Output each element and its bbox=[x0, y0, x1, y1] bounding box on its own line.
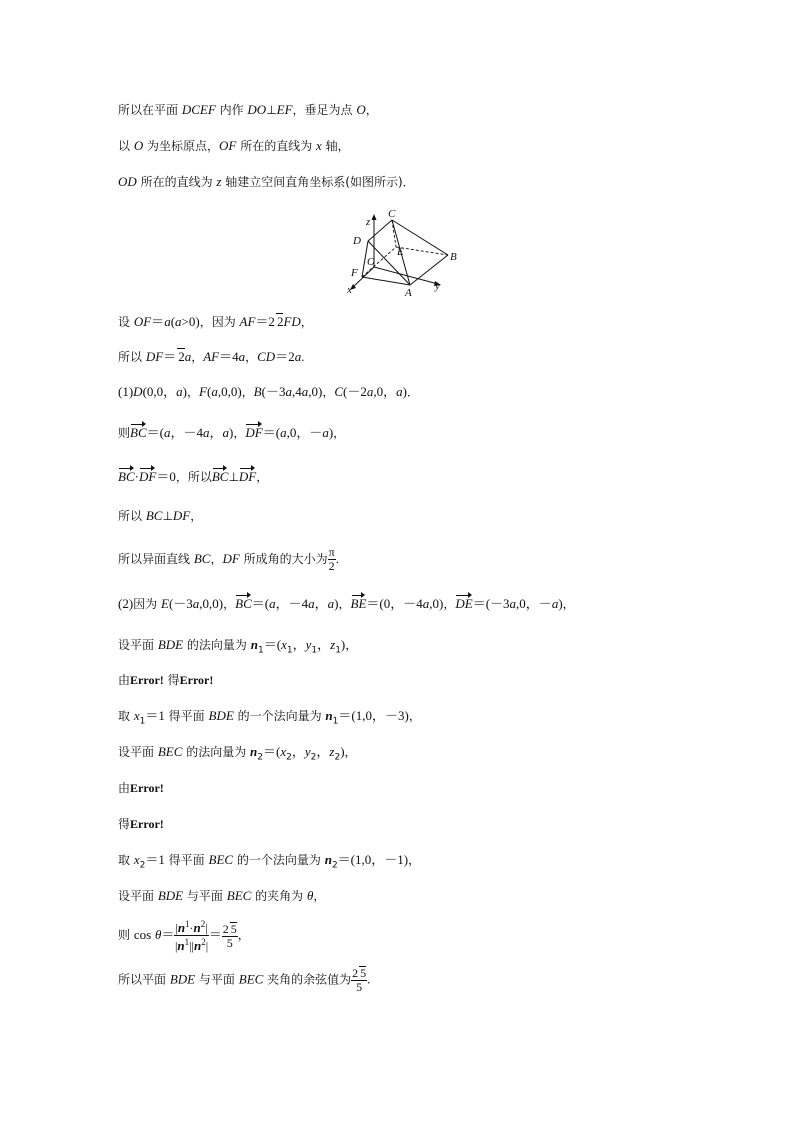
label-A: A bbox=[405, 287, 412, 299]
label-E: E bbox=[397, 246, 404, 258]
text-line-15: 设平面 BEC 的法向量为 $n_2=(x_2$，$y_2$，$z_2$)， bbox=[118, 744, 357, 763]
text-line-18: 取 $x_2=1$ 得平面 BEC 的一个法向量为 $n_2=(1,0$，－1)， bbox=[118, 852, 421, 871]
text-line-11: (2)因为 E(－3a,0,0)，BC＝(a，－4a，a)，BE＝(0，－4a,0)，DE＝(－3a,0，－a)， bbox=[118, 596, 575, 611]
text-line-8: BC·DF＝0，所以BC⊥DF， bbox=[118, 469, 269, 484]
label-z: z bbox=[366, 216, 371, 228]
text-line-10: 所以异面直线 BC，DF 所成角的大小为 $\frac{\pi}{2}$ . bbox=[118, 545, 339, 573]
text-line-5: 所以 DF＝ 2a，AF＝4a，CD＝2a. bbox=[118, 349, 305, 364]
label-y: y bbox=[435, 280, 440, 292]
text-line-6: (1)D(0,0，a)，F(a,0,0)，B(－3a,4a,0)，C(－2a,0，a)． bbox=[118, 384, 419, 399]
text-line-14: 取 $x_1=1$ 得平面 BDE 的一个法向量为 $n_1=(1,0$，－3)， bbox=[118, 708, 421, 727]
text-line-12: 设平面 BDE 的法向量为 $n_1=(x_1$，$y_1$，$z_1$)， bbox=[118, 637, 358, 656]
label-F: F bbox=[351, 267, 358, 279]
label-O: O bbox=[367, 256, 375, 268]
text-line-7: 则BC＝(a，－4a，a)，DF＝(a,0，－a)， bbox=[118, 425, 346, 440]
text-line-20: 则 cos θ＝ $\frac{|n^1\cdot n^2|}{|n^1||n^2|}$ ＝ $\frac{2 5}{5}$ ， bbox=[118, 919, 250, 953]
text-line-19: 设平面 BDE 与平面 BEC 的夹角为 θ， bbox=[118, 888, 326, 903]
text-line-2: 以 O 为坐标原点，OF 所在的直线为 x 轴， bbox=[118, 138, 350, 153]
label-C: C bbox=[388, 208, 396, 220]
text-line-3: OD 所在的直线为 z 轴建立空间直角坐标系(如图所示)． bbox=[118, 174, 415, 189]
label-x: x bbox=[347, 284, 352, 296]
label-D: D bbox=[353, 235, 361, 247]
text-line-1: 所以在平面 DCEF 内作 DO⊥EF，垂足为点 O， bbox=[118, 102, 378, 117]
text-line-17: 得Error! bbox=[118, 817, 164, 831]
coordinate-diagram bbox=[338, 207, 468, 302]
text-line-21: 所以平面 BDE 与平面 BEC 夹角的余弦值为 $\frac{2 5}{5}$ . bbox=[118, 966, 371, 994]
text-line-9: 所以 BC⊥DF， bbox=[118, 508, 203, 523]
label-B: B bbox=[450, 251, 457, 263]
text-line-4: 设 OF＝a(a>0)，因为 AF＝2 2FD， bbox=[118, 314, 313, 329]
text-line-16: 由Error! bbox=[118, 781, 164, 795]
text-line-13: 由Error! 得Error! bbox=[118, 673, 214, 687]
